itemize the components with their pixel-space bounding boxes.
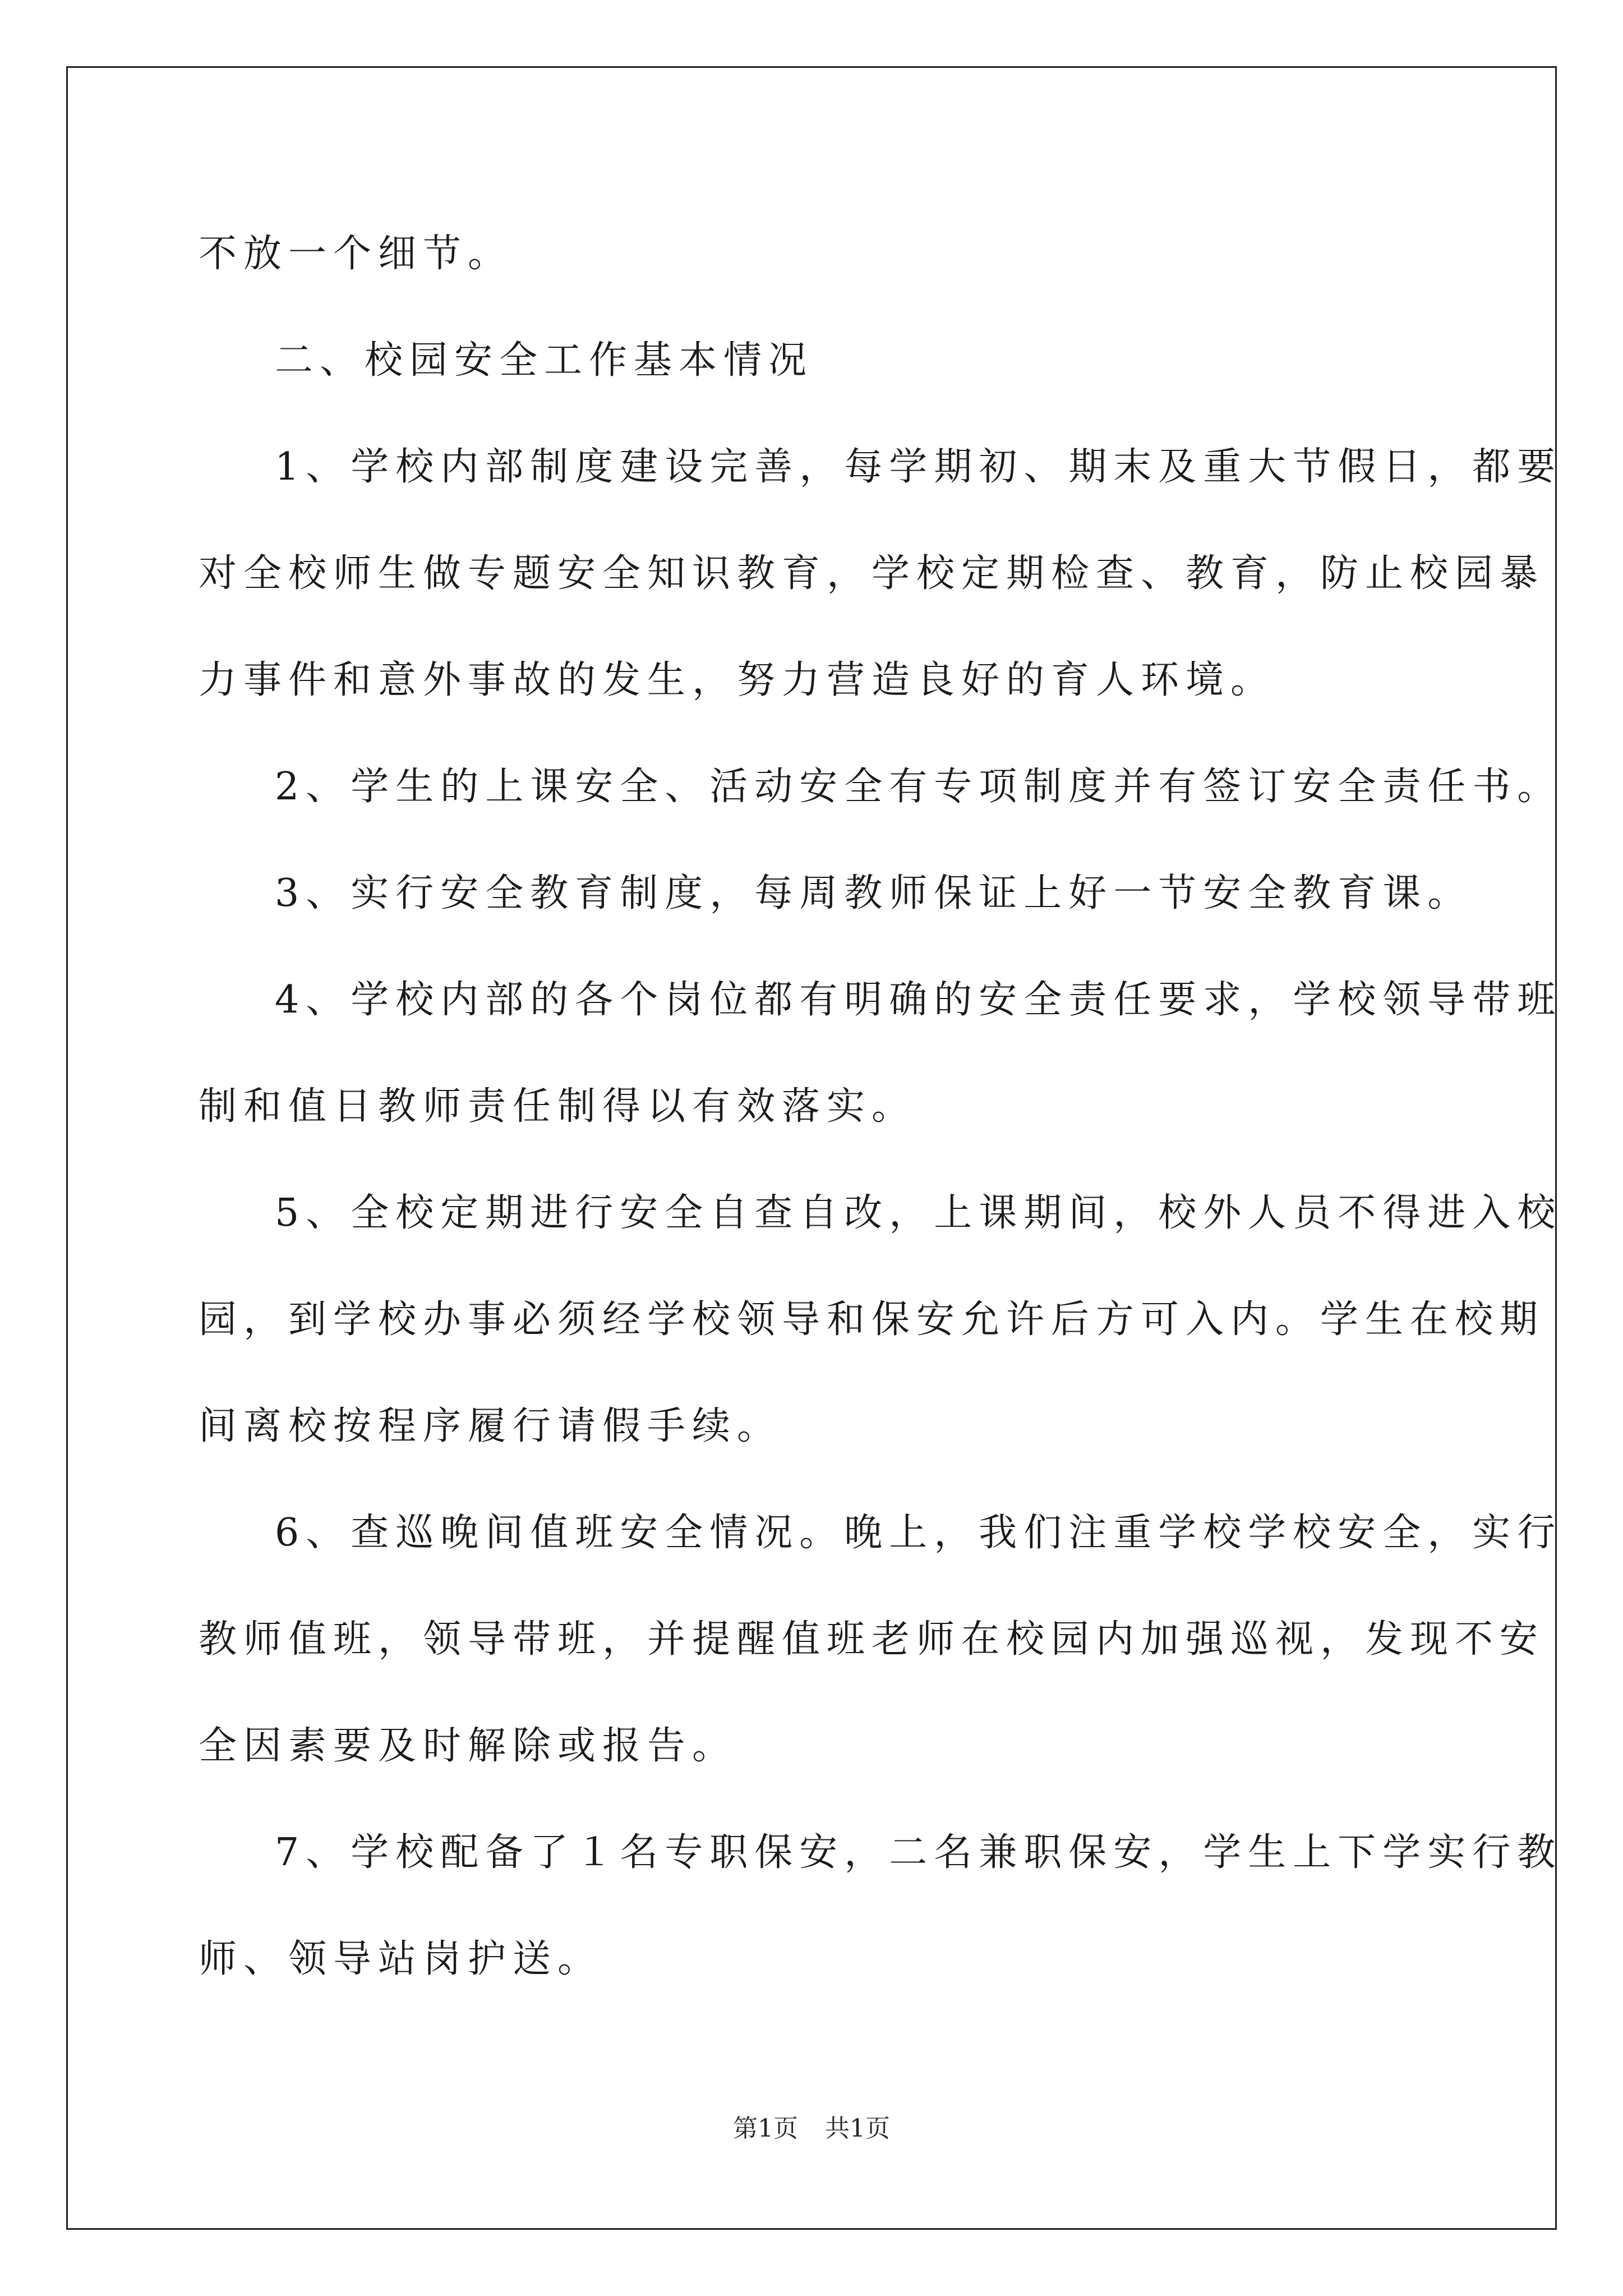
text-line: 不放一个细节。	[199, 232, 513, 276]
text-line: 6、查巡晚间值班安全情况。晚上，我们注重学校学校安全，实行	[275, 1511, 1562, 1555]
page-number-total: 共1页	[825, 2114, 890, 2143]
text-line: 园，到学校办事必须经学校领导和保安允许后方可入内。学生在校期	[199, 1297, 1545, 1342]
text-line: 对全校师生做专题安全知识教育，学校定期检查、教育，防止校园暴	[199, 551, 1545, 596]
text-line: 全因素要及时解除或报告。	[199, 1724, 737, 1768]
text-line: 7、学校配备了１名专职保安，二名兼职保安，学生上下学实行教	[275, 1830, 1562, 1875]
text-line: 5、全校定期进行安全自查自改，上课期间，校外人员不得进入校	[275, 1191, 1562, 1235]
document-body	[199, 201, 1562, 2013]
text-line: 师、领导站岗护送。	[199, 1937, 603, 1981]
text-line: 制和值日教师责任制得以有效落实。	[199, 1084, 917, 1129]
page-footer	[0, 2112, 1623, 2146]
section-heading: 二、校园安全工作基本情况	[275, 338, 814, 383]
text-line: 3、实行安全教育制度，每周教师保证上好一节安全教育课。	[275, 871, 1473, 915]
text-line: 2、学生的上课安全、活动安全有专项制度并有签订安全责任书。	[275, 765, 1562, 809]
text-line: 1、学校内部制度建设完善，每学期初、期末及重大节假日，都要	[275, 445, 1562, 489]
text-line: 力事件和意外事故的发生，努力营造良好的育人环境。	[199, 658, 1276, 702]
page-number-current: 第1页	[733, 2114, 798, 2143]
text-line: 间离校按程序履行请假手续。	[199, 1404, 782, 1448]
text-line: 教师值班，领导带班，并提醒值班老师在校园内加强巡视，发现不安	[199, 1617, 1545, 1662]
text-line: 4、学校内部的各个岗位都有明确的安全责任要求，学校领导带班	[275, 978, 1562, 1022]
